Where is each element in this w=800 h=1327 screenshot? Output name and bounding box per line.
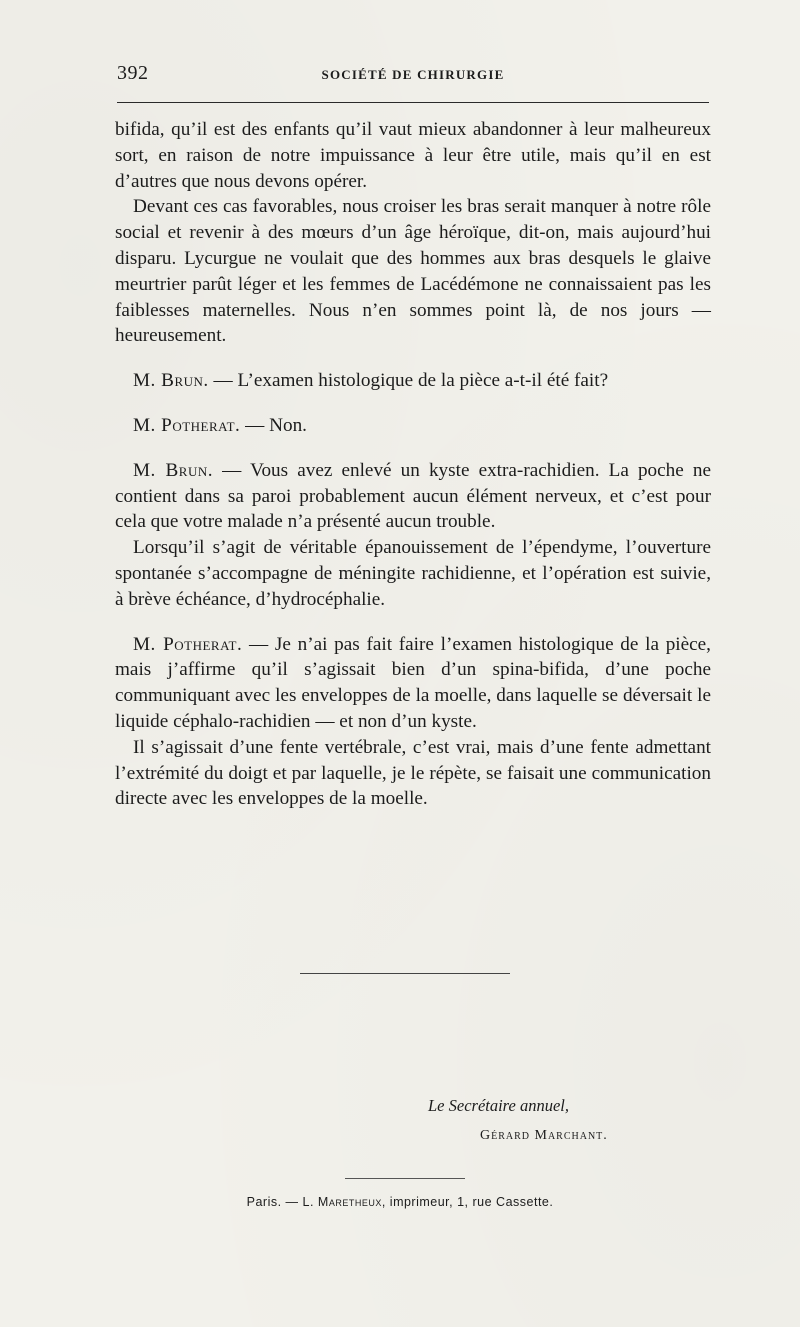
signature-name: Gérard Marchant. — [480, 1128, 608, 1143]
paragraph-text: bifida, qu’il est des enfants qu’il vaut mieux abandonner à leur malheureux sort, en raison de notre impuissance à leur être utile, mais qu’il en est d’autres que nous devons opérer. — [115, 119, 711, 192]
speaker-name: M. Brun. — [133, 459, 214, 481]
speech-brun-question — [115, 368, 711, 394]
running-title: SOCIÉTÉ DE CHIRURGIE — [321, 67, 505, 82]
paragraph-continuation — [115, 117, 711, 194]
speech-text: — Non. — [240, 414, 307, 436]
paragraph — [115, 194, 711, 349]
imprint-rule — [345, 1178, 465, 1179]
paragraph-text: Il s’agissait d’une fente vertébrale, c’est vrai, mais d’une fente admettant l’extrémité du doigt et par laquelle, je le répète, se faisait une communication directe avec les enveloppes de la moelle. — [115, 736, 711, 810]
paragraph — [115, 535, 711, 612]
page-number: 392 — [117, 62, 149, 84]
section-end-rule — [300, 973, 510, 974]
imprint-printer: Maretheux — [317, 1195, 382, 1209]
speech-text: — Je n’ai pas fait faire l’examen histologique de la pièce, mais j’affirme qu’il s’agissait bien d’un spina-bifida, d’une poche communiquant avec les enveloppes de la moelle, dans laquelle se déversait le liquide céphalo-rachidien — et non d’un kyste. — [115, 633, 711, 732]
speech-text: — L’examen histologique de la pièce a-t-il été fait? — [208, 370, 609, 392]
printer-imprint — [0, 1195, 800, 1209]
speaker-name: M. Brun. — [133, 370, 209, 392]
running-head — [117, 62, 709, 88]
speaker-name: M. Potherat. — [133, 633, 243, 655]
speech-text: — Vous avez enlevé un kyste extra-rachidien. La poche ne contient dans sa paroi probablement aucun élément nerveux, et c’est pour cela que votre malade n’a présenté aucun trouble. — [115, 459, 711, 533]
speech-brun-remark — [115, 458, 711, 535]
speech-potherat-answer — [115, 413, 711, 439]
paragraph-text: Devant ces cas favorables, nous croiser les bras serait manquer à notre rôle social et revenir à des mœurs d’un âge héroïque, dit-on, mais aujourd’hui disparu. Lycurgue ne voulait que des hommes aux bras desquels le glaive meurtrier parût léger et les femmes de Lacédémone ne connaissaient pas les faiblesses maternelles. Nous n’en sommes point là, de nos jours — heureusement. — [115, 196, 711, 347]
paragraph — [115, 735, 711, 812]
signature-title: Le Secrétaire annuel, — [428, 1096, 569, 1115]
paragraph-text: Lorsqu’il s’agit de véritable épanouissement de l’épendyme, l’ouverture spontanée s’accompagne de méningite rachidienne, et l’opération est suivie, à brève échéance, d’hydrocéphalie. — [115, 537, 711, 610]
imprint-address: , imprimeur, 1, rue Cassette. — [381, 1195, 554, 1209]
body-text — [115, 117, 711, 812]
imprint-city: Paris. — L. — [246, 1195, 318, 1209]
speech-potherat-reply — [115, 632, 711, 735]
header-rule — [117, 102, 709, 103]
speaker-name: M. Potherat. — [133, 414, 241, 436]
